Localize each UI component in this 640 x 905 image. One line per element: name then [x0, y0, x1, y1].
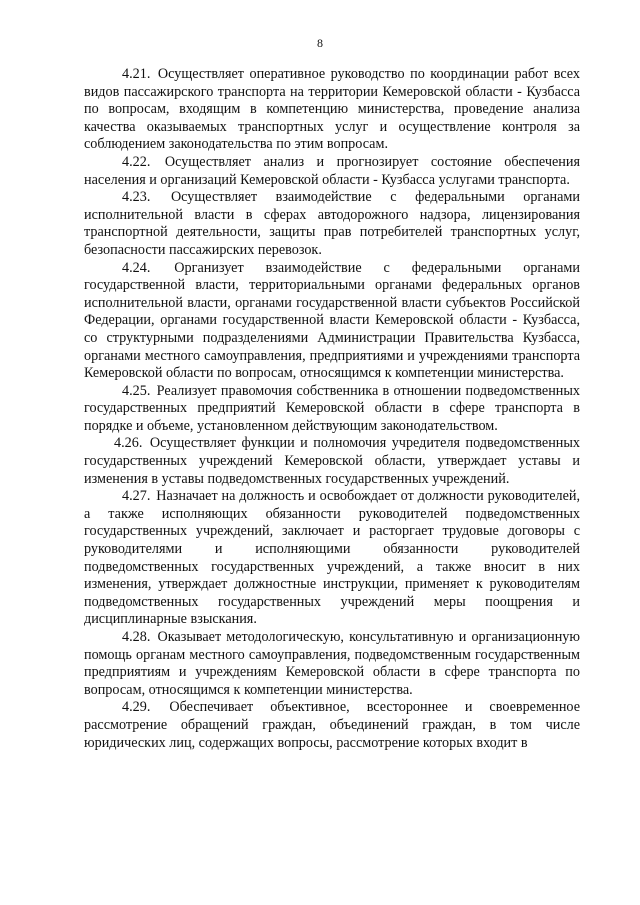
paragraph-4-25: [84, 383, 580, 436]
paragraph-4-28: [84, 629, 580, 699]
document-body: [84, 66, 580, 752]
paragraph-4-29: [84, 699, 580, 752]
paragraph-4-27: [84, 488, 580, 629]
clause-number: 4.27.: [122, 488, 151, 505]
paragraph-4-24: [84, 260, 580, 383]
clause-text: Назначает на должность и освобождает от должности руководителей, а также исполняющих обязанности руководителей подведомственных государственных учреждений, заключает и расторгает трудовые договоры с руководителями и исполняющими обязанности руководителей подведомственных государственных учреждений, а также вносит в них изменения, утверждает должностные инструкции, применяет к руководителям подведомственных государственных учреждений меры поощрения и дисциплинарные взыскания.: [84, 488, 581, 628]
clause-text: Обеспечивает объективное, всестороннее и своевременное рассмотрение обращений граждан, объединений граждан, в том числе юридических лиц, содержащих вопросы, рассмотрение которых входит в: [84, 699, 580, 751]
clause-text: Оказывает методологическую, консультативную и организационную помощь органам местного самоуправления, подведомственным государственным предприятиям и учреждениям Кемеровской области в сфере транспорта по вопросам, относящимся к компетенции министерства.: [84, 629, 581, 698]
clause-text: Осуществляет взаимодействие с федеральными органами исполнительной власти в сферах автодорожного надзора, лицензирования транспортной деятельности, защиты прав потребителей транспортных услуг, безопасности пассажирских перевозок.: [84, 189, 581, 258]
clause-text: Реализует правомочия собственника в отношении подведомственных государственных предприятий Кемеровской области в сфере транспорта в порядке и объеме, установленном действующим законодательством.: [84, 382, 580, 434]
clause-number: 4.23.: [122, 189, 151, 206]
clause-text: Осуществляет функции и полномочия учредителя подведомственных государственных учреждений Кемеровской области, утверждает уставы и изменения в уставы подведомственных государственных учреждений.: [84, 435, 581, 487]
clause-text: Организует взаимодействие с федеральными органами государственной власти, территориальными органами федеральных органов исполнительной власти, органами государственной власти субъектов Российской Федерации, органами государственной власти Кемеровской области - Кузбасса, со структурными подразделениями Администрации Правительства Кузбасса, органами местного самоуправления, предприятиями и учреждениями транспорта Кемеровской области по вопросам, относящимся к компетенции министерства.: [84, 259, 580, 382]
paragraph-4-21: [84, 66, 580, 154]
clause-number: 4.21.: [122, 66, 151, 82]
clause-number: 4.29.: [122, 699, 151, 716]
clause-number: 4.24.: [122, 259, 151, 276]
page-number: 8: [317, 36, 323, 50]
clause-text: Осуществляет оперативное руководство по координации работ всех видов пассажирского транспорта на территории Кемеровской области - Кузбасса по вопросам, входящим в компетенцию министерства, проведение анализа качества оказываемых транспортных услуг и осуществление контроля за соблюдением законодательства по этим вопросам.: [84, 66, 580, 153]
clause-number: 4.26.: [114, 435, 143, 452]
paragraph-4-26: [84, 435, 580, 488]
clause-text: Осуществляет анализ и прогнозирует состояние обеспечения населения и организаций Кемеровской области - Кузбасса услугами транспорта.: [84, 153, 581, 188]
paragraph-4-22: [84, 154, 580, 189]
paragraph-4-23: [84, 189, 580, 259]
clause-number: 4.22.: [122, 153, 151, 170]
clause-number: 4.28.: [122, 629, 151, 645]
clause-number: 4.25.: [122, 382, 151, 399]
